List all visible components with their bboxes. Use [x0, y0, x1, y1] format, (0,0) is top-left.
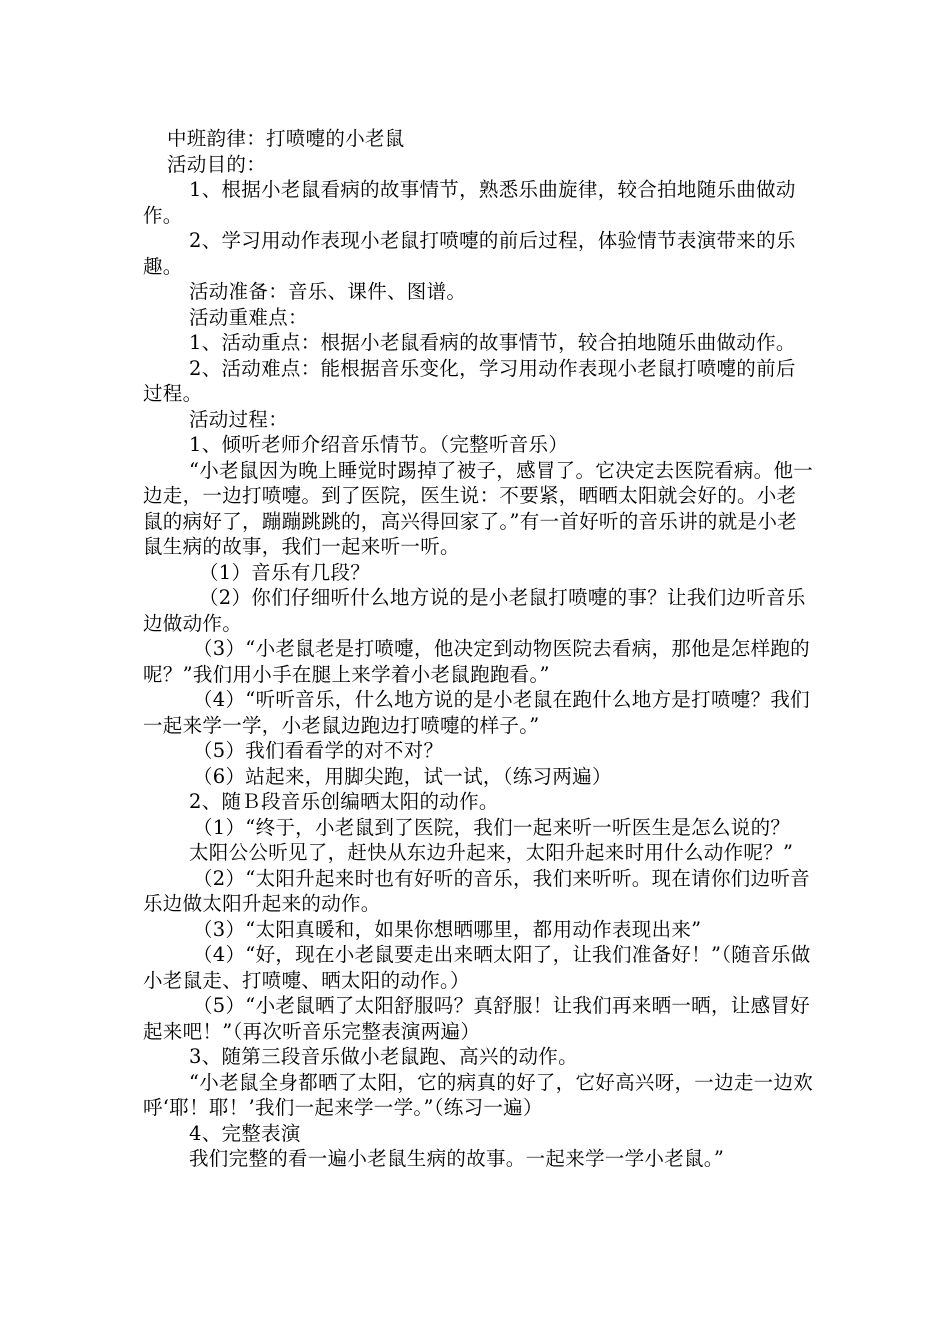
c-item-1: “小老鼠全身都晒了太阳，它的病真的好了，它好高兴呀，一边走一边欢呼‘耶！耶！’我们一起来学一学。”（练习一遍）	[143, 1070, 814, 1119]
b-item-1: （1）“终于，小老鼠到了医院，我们一起来听一听医生是怎么说的？	[193, 815, 791, 839]
d-item-1: 我们完整的看一遍小老鼠生病的故事。一起来学一学小老鼠。”	[189, 1147, 725, 1170]
goal-heading: 活动目的：	[167, 152, 267, 176]
step-2-heading: 2、随Ｂ段音乐创编晒太阳的动作。	[189, 790, 499, 813]
process-heading: 活动过程：	[189, 407, 289, 431]
goal-item-2: 2、学习用动作表现小老鼠打喷嚏的前后过程，体验情节表演带来的乐趣。	[143, 229, 796, 278]
step-3-heading: 3、随第三段音乐做小老鼠跑、高兴的动作。	[189, 1045, 578, 1068]
step-4-heading: 4、完整表演	[189, 1121, 301, 1145]
b-item-4: （4）“好，现在小老鼠要走出来晒太阳了，让我们准备好！”（随音乐做小老鼠走、打喷嚏、晒太阳的动作。）	[143, 943, 811, 992]
key-points-heading: 活动重难点：	[189, 305, 308, 329]
key-point-2: 2、活动难点：能根据音乐变化，学习用动作表现小老鼠打喷嚏的前后过程。	[143, 356, 796, 405]
question-2: （2）你们仔细听什么地方说的是小老鼠打喷嚏的事？让我们边听音乐边做动作。	[143, 586, 806, 635]
question-4: （4）“听听音乐，什么地方说的是小老鼠在跑什么地方是打喷嚏？我们一起来学一学，小老鼠边跑边打喷嚏的样子。”	[143, 688, 810, 737]
b-item-3: （3）“太阳真暖和，如果你想晒哪里，都用动作表现出来”	[193, 917, 702, 941]
key-point-1: 1、活动重点：根据小老鼠看病的故事情节，较合拍地随乐曲做动作。	[189, 331, 796, 354]
story-paragraph: “小老鼠因为晚上睡觉时踢掉了被子，感冒了。它决定去医院看病。他一边走，一边打喷嚏。到了医院，医生说：不要紧，晒晒太阳就会好的。小老鼠的病好了，蹦蹦跳跳的，高兴得回家了。”有一首好听的音乐讲的就是小老鼠生病的故事，我们一起来听一听。	[143, 458, 814, 558]
step-1-heading: 1、倾听老师介绍音乐情节。（完整听音乐）	[189, 433, 569, 456]
b-item-2: （2）“太阳升起来时也有好听的音乐，我们来听听。现在请你们边听音乐边做太阳升起来的动作。	[143, 866, 810, 915]
preparation: 活动准备：音乐、课件、图谱。	[189, 280, 467, 303]
document-body	[143, 126, 815, 1172]
question-6: （6）站起来，用脚尖跑，试一试，（练习两遍）	[193, 764, 612, 788]
question-5: （5）我们看看学的对不对？	[193, 739, 444, 762]
question-3: （3）“小老鼠老是打喷嚏，他决定到动物医院去看病，那他是怎样跑的呢？”我们用小手在腿上来学着小老鼠跑跑看。”	[143, 637, 810, 686]
b-item-5: （5）“小老鼠晒了太阳舒服吗？真舒服！让我们再来晒一晒，让感冒好起来吧！”（再次听音乐完整表演两遍）	[143, 994, 810, 1043]
question-1: （1）音乐有几段？	[199, 560, 371, 584]
goal-item-1: 1、根据小老鼠看病的故事情节，熟悉乐曲旋律，较合拍地随乐曲做动作。	[143, 178, 796, 227]
b-item-1-continued: 太阳公公听见了，赶快从东边升起来，太阳升起来时用什么动作呢？”	[189, 841, 794, 864]
document-title: 中班韵律：打喷嚏的小老鼠	[167, 127, 405, 150]
